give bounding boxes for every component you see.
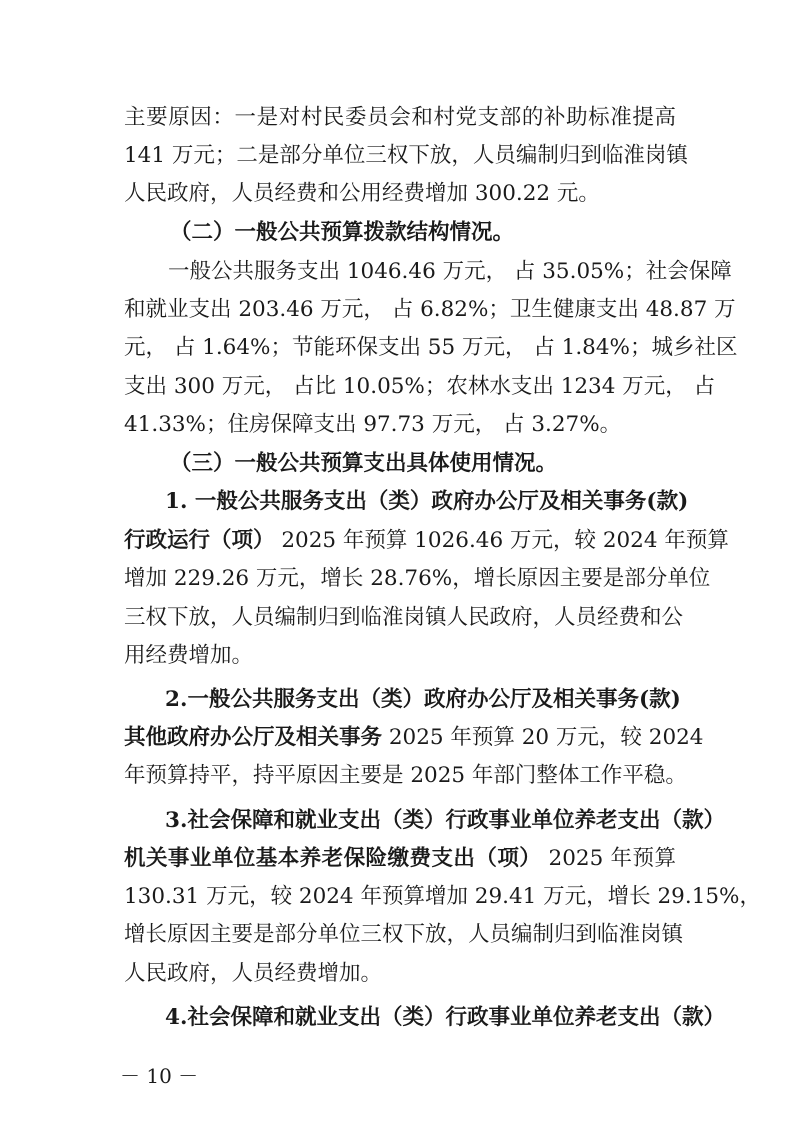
body-text-line: 一般公共服务支出 1046.46 万元， 占 35.05%；社会保障: [168, 259, 732, 284]
item-3-line: [124, 844, 676, 874]
body-text-line: 年预算持平，持平原因主要是 2025 年部门整体工作平稳。: [124, 763, 687, 788]
body-text-line: 主要原因：一是对村民委员会和村党支部的补助标准提高: [124, 105, 676, 130]
body-text-line: 和就业支出 203.46 万元， 占 6.82%；卫生健康支出 48.87 万: [124, 297, 736, 322]
item-2-text: 2025 年预算 20 万元，较 2024: [388, 725, 704, 750]
body-text-line: 用经费增加。: [124, 643, 254, 668]
item-3-subtitle: 机关事业单位基本养老保险缴费支出（项）: [124, 846, 542, 871]
item-1-line: [124, 526, 729, 556]
section-heading-2: （二）一般公共预算拨款结构情况。: [170, 220, 515, 245]
body-text-line: 三权下放，人员编制归到临淮岗镇人民政府，人员经费和公: [124, 605, 684, 630]
body-text-line: 130.31 万元，较 2024 年预算增加 29.41 万元，增长 29.15%，: [124, 884, 761, 909]
item-2-title: 2.一般公共服务支出（类）政府办公厅及相关事务(款): [165, 687, 681, 712]
body-text-line: 增加 229.26 万元，增长 28.76%，增长原因主要是部分单位: [124, 566, 711, 591]
body-text-line: 元， 占 1.64%；节能环保支出 55 万元， 占 1.84%；城乡社区: [124, 335, 738, 360]
item-1-text: 2025 年预算 1026.46 万元，较 2024 年预算: [281, 528, 729, 553]
item-2-subtitle: 其他政府办公厅及相关事务: [124, 725, 383, 750]
item-4-title: 4.社会保障和就业支出（类）行政事业单位养老支出（款）: [165, 1005, 725, 1030]
body-text-line: 人民政府，人员经费和公用经费增加 300.22 元。: [124, 181, 600, 206]
body-text-line: 增长原因主要是部分单位三权下放，人员编制归到临淮岗镇: [124, 922, 684, 947]
page-number: － 10 －: [120, 1064, 199, 1088]
item-1-subtitle: 行政运行（项）: [124, 528, 275, 553]
section-heading-3: （三）一般公共预算支出具体使用情况。: [170, 451, 558, 476]
body-text-line: 支出 300 万元， 占比 10.05%；农林水支出 1234 万元， 占: [124, 374, 716, 399]
item-2-line: [124, 723, 704, 753]
body-text-line: 141 万元；二是部分单位三权下放，人员编制归到临淮岗镇: [124, 143, 688, 168]
item-3-title: 3.社会保障和就业支出（类）行政事业单位养老支出（款）: [165, 808, 725, 833]
body-text-line: 41.33%；住房保障支出 97.73 万元， 占 3.27%。: [124, 412, 622, 437]
item-3-text: 2025 年预算: [548, 846, 676, 871]
body-text-line: 人民政府，人员经费增加。: [124, 961, 383, 986]
item-1-title: 1. 一般公共服务支出（类）政府办公厅及相关事务(款): [165, 489, 689, 514]
